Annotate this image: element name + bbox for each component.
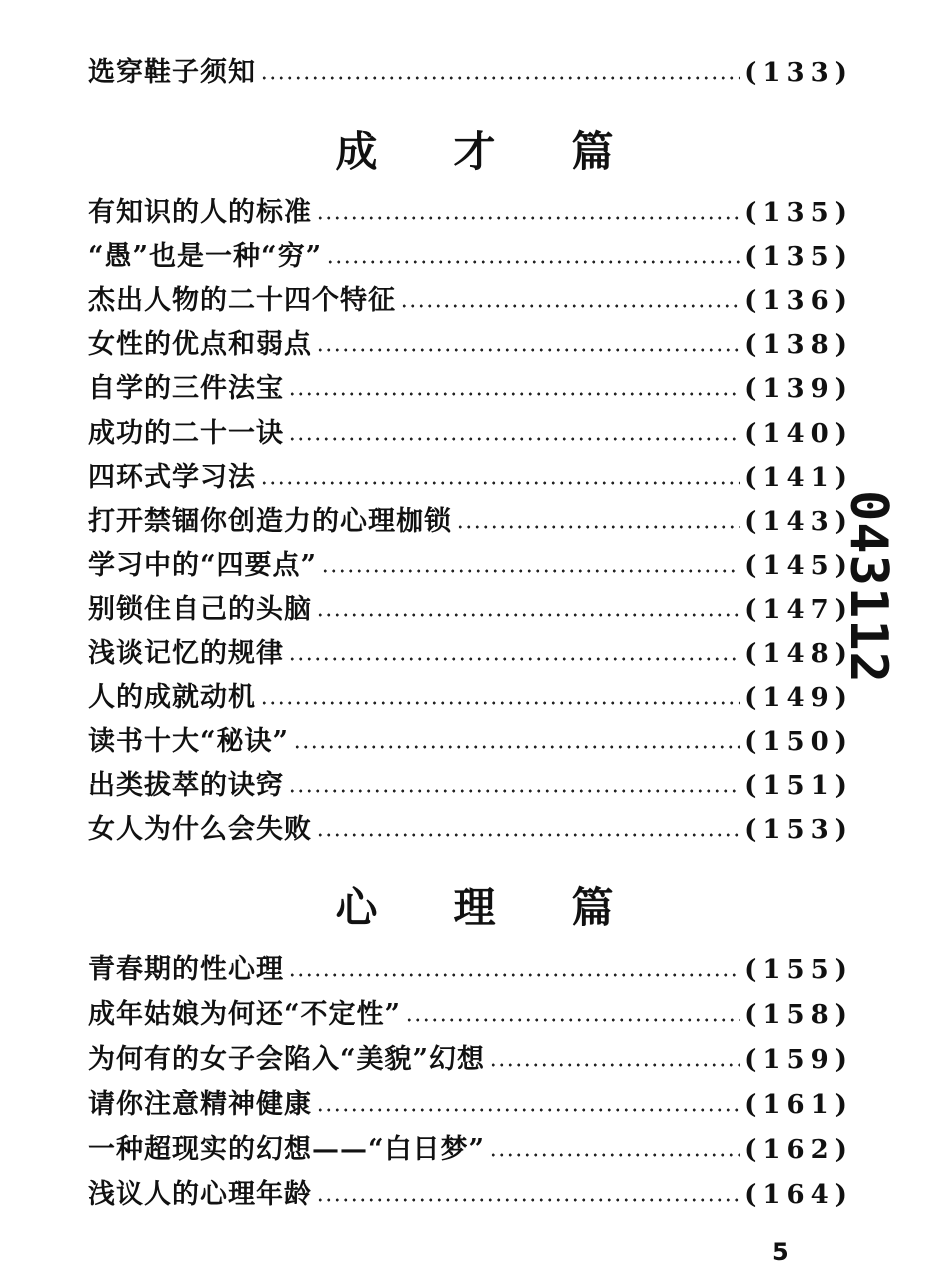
section-heading-chengcai <box>0 122 949 182</box>
dot-leader <box>321 569 740 573</box>
entry-page: (147) <box>744 594 853 625</box>
toc-entry <box>88 325 853 365</box>
entry-page: (150) <box>744 727 853 758</box>
toc-entry <box>88 995 853 1035</box>
entry-title: 为何有的女子会陷入“美貌”幻想 <box>88 1044 486 1075</box>
dot-leader <box>316 1108 740 1112</box>
entry-page: (136) <box>744 286 853 317</box>
section-heading-xinli <box>0 878 949 938</box>
dot-leader <box>326 260 740 264</box>
dot-leader <box>316 833 740 837</box>
dot-leader <box>288 392 740 396</box>
toc-entry <box>88 634 853 674</box>
dot-leader <box>293 745 740 749</box>
entry-title: 四环式学习法 <box>88 461 256 493</box>
dot-leader <box>316 216 740 220</box>
entry-title: 打开禁锢你创造力的心理枷锁 <box>88 505 452 537</box>
toc-entry <box>88 281 853 321</box>
entry-page: (159) <box>744 1045 853 1075</box>
stamp-number: 043112 <box>838 490 898 684</box>
dot-leader <box>288 437 740 441</box>
entry-page: (148) <box>744 639 853 669</box>
entry-title: 学习中的“四要点” <box>88 549 318 581</box>
toc-entry <box>88 1040 853 1080</box>
toc-entry <box>88 1175 853 1215</box>
dot-leader <box>405 1018 740 1022</box>
entry-page: (140) <box>744 418 853 449</box>
toc-entry <box>88 722 853 762</box>
entry-title: 浅谈记忆的规律 <box>88 638 284 669</box>
entry-page: (149) <box>744 683 853 714</box>
dot-leader <box>260 701 740 705</box>
entry-page: (155) <box>744 955 853 985</box>
entry-title: 女性的优点和弱点 <box>88 329 312 361</box>
dot-leader <box>316 613 740 617</box>
dot-leader <box>316 1198 740 1202</box>
dot-leader <box>288 789 740 793</box>
entry-title: 出类拔萃的诀窍 <box>88 770 284 802</box>
dot-leader <box>260 481 740 485</box>
entry-page: (162) <box>744 1135 853 1165</box>
toc-entry <box>88 414 853 454</box>
toc-entry <box>88 766 853 806</box>
toc-entry <box>88 502 853 542</box>
toc-entry <box>88 458 853 498</box>
toc-entry <box>88 237 853 277</box>
entry-page: (158) <box>744 1000 853 1030</box>
heading-char: 才 <box>453 127 496 176</box>
entry-title: 别锁住自己的头脑 <box>88 593 312 625</box>
entry-page: (135) <box>744 242 853 273</box>
entry-page: (153) <box>744 815 853 846</box>
entry-title: 选穿鞋子须知 <box>88 57 256 88</box>
entry-title: 女人为什么会失败 <box>88 814 312 846</box>
toc-entry <box>88 546 853 586</box>
toc-entry <box>88 590 853 630</box>
heading-char: 心 <box>335 883 378 932</box>
dot-leader <box>489 1153 740 1157</box>
entry-page: (141) <box>744 462 853 493</box>
page-number: 5 <box>772 1238 789 1266</box>
heading-char: 成 <box>335 127 378 176</box>
entry-title: 浅议人的心理年龄 <box>88 1179 312 1210</box>
toc-entry <box>88 1085 853 1125</box>
toc-entry <box>88 193 853 233</box>
entry-page: (164) <box>744 1180 853 1210</box>
entry-title: 有知识的人的标准 <box>88 197 312 228</box>
entry-title: 请你注意精神健康 <box>88 1089 312 1120</box>
entry-title: 人的成就动机 <box>88 682 256 714</box>
entry-title: 杰出人物的二十四个特征 <box>88 285 396 317</box>
entry-page: (138) <box>744 330 853 361</box>
dot-leader <box>456 525 740 529</box>
dot-leader <box>260 76 740 80</box>
entry-page: (135) <box>744 198 853 228</box>
toc-entry <box>88 678 853 718</box>
toc-entry <box>88 369 853 409</box>
entry-title: 自学的三件法宝 <box>88 373 284 405</box>
entry-page: (145) <box>744 550 853 581</box>
heading-char: 篇 <box>571 883 614 932</box>
dot-leader <box>288 657 740 661</box>
dot-leader <box>489 1063 740 1067</box>
entry-page: (151) <box>744 771 853 802</box>
entry-page: (143) <box>744 506 853 537</box>
entry-title: 一种超现实的幻想——“白日梦” <box>88 1134 486 1165</box>
dot-leader <box>288 973 740 977</box>
entry-page: (139) <box>744 374 853 405</box>
entry-title: 成年姑娘为何还“不定性” <box>88 999 402 1030</box>
toc-entry <box>88 950 853 990</box>
entry-title: “愚”也是一种“穷” <box>88 241 323 273</box>
dot-leader <box>400 304 740 308</box>
heading-char: 理 <box>453 883 496 932</box>
toc-entry <box>88 1130 853 1170</box>
toc-entry <box>88 810 853 850</box>
entry-title: 成功的二十一诀 <box>88 417 284 449</box>
heading-char: 篇 <box>571 127 614 176</box>
entry-page: (161) <box>744 1090 853 1120</box>
dot-leader <box>316 348 740 352</box>
entry-page: (133) <box>744 58 853 88</box>
entry-title: 读书十大“秘诀” <box>88 726 290 758</box>
entry-title: 青春期的性心理 <box>88 954 284 985</box>
toc-entry <box>88 53 853 93</box>
